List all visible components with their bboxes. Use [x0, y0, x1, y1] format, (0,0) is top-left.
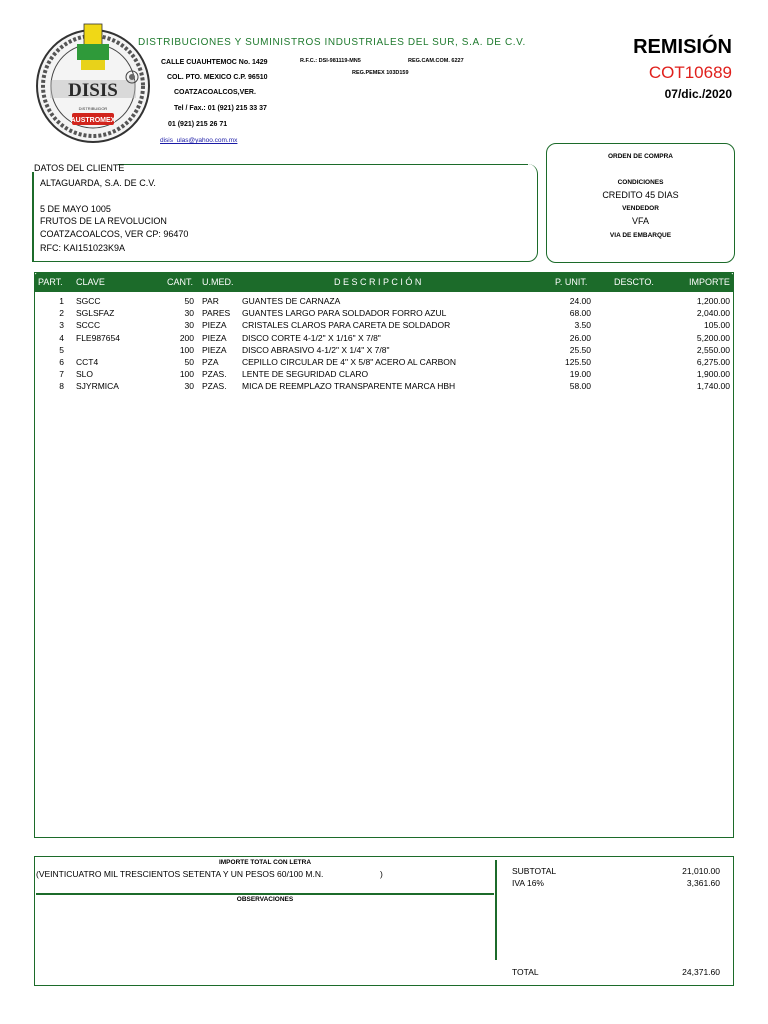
cell-part: 5: [59, 344, 64, 355]
cell-importe: 2,550.00: [696, 344, 730, 355]
cell-clave: SGLSFAZ: [76, 308, 115, 319]
cell-part: 4: [59, 332, 64, 343]
cell-umed: PZA: [202, 357, 219, 367]
cell-cant: 50: [184, 357, 194, 367]
company-phone-2: 01 (921) 215 26 71: [168, 121, 228, 128]
cell-importe: 5,200.00: [696, 332, 730, 343]
conditions-label: CONDICIONES: [617, 179, 664, 186]
cell-umed: PZAS.: [202, 381, 227, 392]
cell-umed: PZAS.: [202, 369, 227, 380]
cell-punit: 24.00: [569, 296, 591, 306]
document-code: COT10689: [648, 63, 732, 82]
table-row: [34, 357, 734, 369]
table-row: [34, 308, 734, 320]
cell-punit: 26.00: [569, 332, 591, 343]
cell-umed: PAR: [202, 296, 219, 306]
col-header-descto: DESCTO.: [614, 277, 654, 287]
subtotal-label: SUBTOTAL: [512, 866, 557, 876]
company-name: DISTRIBUCIONES Y SUMINISTROS INDUSTRIALES DEL SUR, S.A. DE C.V.: [138, 37, 526, 48]
cell-punit: 68.00: [569, 308, 591, 319]
client-city: COATZACOALCOS, VER CP: 96470: [40, 229, 189, 239]
cell-clave: SGCC: [76, 296, 101, 306]
totals-divider: [495, 860, 497, 960]
cell-desc: CEPILLO CIRCULAR DE 4" X 5/8" ACERO AL CARBON: [242, 357, 457, 367]
amount-in-words: (VEINTICUATRO MIL TRESCIENTOS SETENTA Y UN PESOS 60/100 M.N.: [36, 869, 324, 879]
cell-umed: PARES: [202, 308, 231, 319]
cell-cant: 100: [179, 369, 194, 380]
cell-desc: DISCO ABRASIVO 4-1/2" X 1/4" X 7/8": [242, 344, 390, 355]
table-row: [34, 381, 734, 393]
cell-importe: 1,200.00: [696, 296, 730, 306]
client-section-label: DATOS DEL CLIENTE: [34, 163, 125, 173]
company-email-link[interactable]: disis_ulas@yahoo.com.mx: [160, 137, 238, 144]
company-rfc: R.F.C.: DSI-981119-MN5: [300, 58, 361, 64]
purchase-order-label: ORDEN DE COMPRA: [607, 153, 673, 160]
cell-part: 7: [59, 369, 64, 380]
cell-punit: 25.50: [569, 344, 591, 355]
cell-importe: 105.00: [704, 320, 730, 331]
cell-importe: 1,900.00: [696, 369, 730, 380]
cell-cant: 30: [184, 308, 194, 319]
cell-clave: SLO: [76, 369, 94, 380]
cell-umed: PIEZA: [202, 344, 227, 355]
client-name: ALTAGUARDA, S.A. DE C.V.: [40, 178, 156, 188]
logo-brand: DISIS: [68, 80, 118, 101]
seller-value: VFA: [631, 216, 649, 226]
col-header-punit: P. UNIT.: [555, 277, 588, 287]
table-row: [34, 333, 734, 345]
client-rfc: RFC: KAI151023K9A: [40, 243, 126, 253]
cell-umed: PIEZA: [202, 332, 227, 343]
total-label: TOTAL: [512, 967, 539, 977]
logo-sub-small: DISTRIBUIDOR: [78, 106, 108, 111]
company-phone-1: Tel / Fax.: 01 (921) 215 33 37: [174, 105, 267, 112]
cell-cant: 50: [184, 296, 194, 306]
items-table-header: [34, 272, 734, 292]
amount-in-words-label: IMPORTE TOTAL CON LETRA: [218, 859, 312, 866]
table-row: [34, 369, 734, 381]
company-address-city: COATZACOALCOS,VER.: [174, 89, 256, 96]
shipping-via-label: VIA DE EMBARQUE: [609, 232, 672, 239]
cell-punit: 125.50: [565, 357, 591, 367]
cell-importe: 6,275.00: [696, 357, 730, 367]
cell-umed: PIEZA: [202, 320, 227, 331]
cell-desc: LENTE DE SEGURIDAD CLARO: [242, 369, 369, 380]
cell-part: 3: [59, 320, 64, 331]
cell-punit: 58.00: [569, 381, 591, 392]
cell-part: 6: [59, 357, 64, 367]
col-header-descripcion: D E S C R I P C I Ó N: [334, 277, 422, 287]
total-value: 24,371.60: [682, 967, 720, 977]
iva-value: 3,361.60: [686, 878, 720, 888]
order-info-box: [546, 143, 735, 263]
client-box-left-border: [32, 172, 34, 262]
seller-label: VENDEDOR: [622, 205, 659, 212]
cell-part: 8: [59, 381, 64, 392]
client-colonia: FRUTOS DE LA REVOLUCION: [40, 216, 167, 226]
cell-cant: 30: [184, 320, 194, 331]
cell-part: 1: [59, 296, 64, 306]
company-reg-pemex: REG.PEMEX 103D159: [352, 70, 409, 76]
document-title: REMISIÓN: [633, 36, 732, 58]
cell-punit: 19.00: [569, 369, 591, 380]
cell-desc: CRISTALES CLAROS PARA CARETA DE SOLDADOR: [242, 320, 451, 331]
company-reg-cam: REG.CAM.COM. 6227: [408, 58, 464, 64]
cell-importe: 2,040.00: [696, 308, 730, 319]
col-header-cant: CANT.: [167, 277, 194, 287]
col-header-importe: IMPORTE: [689, 277, 730, 287]
cell-cant: 200: [179, 332, 194, 343]
table-row: [34, 345, 734, 357]
cell-cant: 100: [179, 344, 194, 355]
iva-label: IVA 16%: [512, 878, 544, 888]
col-header-umed: U.MED.: [202, 277, 234, 287]
table-row: [34, 296, 734, 308]
table-row: [34, 320, 734, 332]
cell-desc: GUANTES DE CARNAZA: [242, 296, 341, 306]
cell-desc: MICA DE REEMPLAZO TRANSPARENTE MARCA HBH: [242, 381, 456, 392]
observations-label: OBSERVACIONES: [236, 896, 294, 903]
cell-part: 2: [59, 308, 64, 319]
observations-divider: [36, 893, 494, 895]
cell-desc: GUANTES LARGO PARA SOLDADOR FORRO AZUL: [242, 308, 447, 319]
conditions-value: CREDITO 45 DIAS: [602, 190, 679, 200]
client-street: 5 DE MAYO 1005: [40, 204, 111, 214]
cell-punit: 3.50: [574, 320, 591, 331]
document-date: 07/dic./2020: [664, 87, 732, 101]
company-address-street: CALLE CUAUHTEMOC No. 1429: [161, 59, 268, 66]
cell-clave: FLE987654: [76, 332, 120, 343]
cell-cant: 30: [184, 381, 194, 392]
company-logo: [32, 22, 154, 144]
col-header-part: PART.: [38, 277, 63, 287]
logo-sub: AUSTROMEX: [70, 117, 116, 124]
amount-in-words-close: ): [380, 869, 383, 879]
cell-desc: DISCO CORTE 4-1/2" X 1/16" X 7/8": [242, 332, 381, 343]
col-header-clave: CLAVE: [76, 277, 105, 287]
cell-importe: 1,740.00: [696, 381, 730, 392]
cell-clave: SCCC: [76, 320, 101, 331]
company-address-colonia: COL. PTO. MEXICO C.P. 96510: [167, 74, 268, 81]
cell-clave: CCT4: [76, 357, 99, 367]
cell-clave: SJYRMICA: [76, 381, 119, 392]
subtotal-value: 21,010.00: [682, 866, 720, 876]
client-box-top-border: [118, 164, 528, 165]
